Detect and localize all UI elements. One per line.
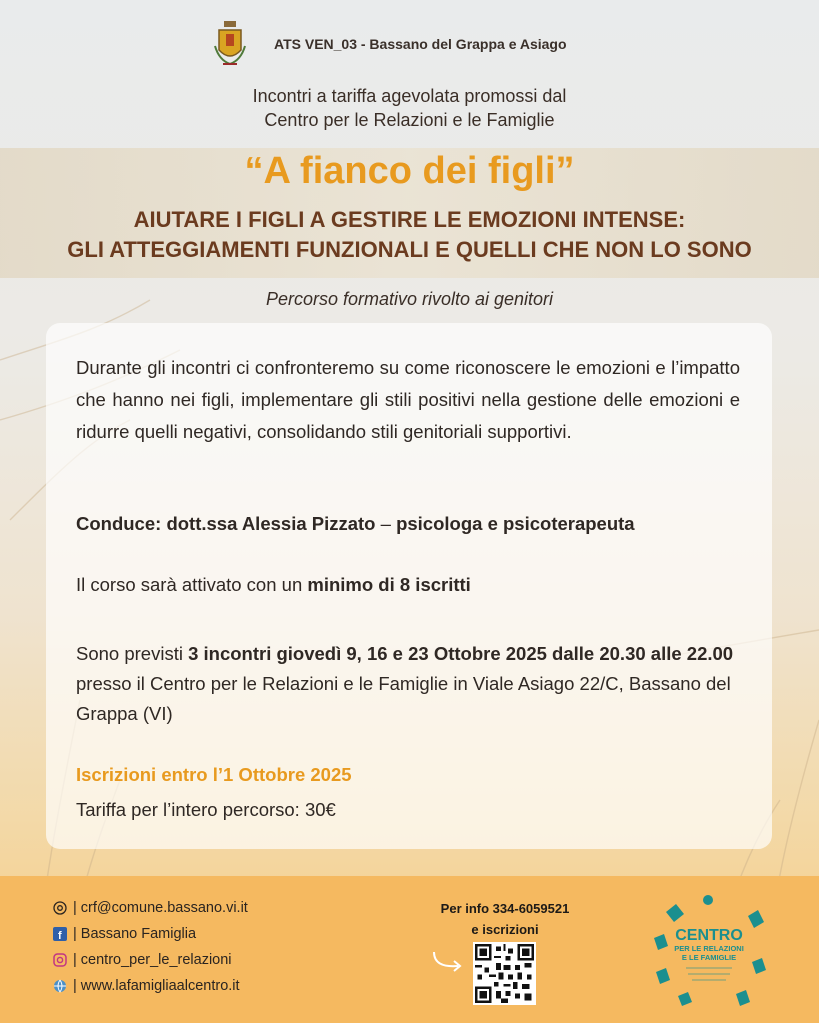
subtitle-line-1: AIUTARE I FIGLI A GESTIRE LE EMOZIONI INTENSE:: [133, 207, 686, 232]
contact-instagram[interactable]: | centro_per_le_relazioni: [52, 952, 232, 968]
header: [0, 20, 819, 72]
price: Tariffa per l’intero percorso: 30€: [76, 799, 336, 820]
svg-text:f: f: [58, 930, 62, 941]
minimum-participants: [76, 574, 471, 596]
municipal-crest-icon: [213, 20, 247, 68]
page-subtitle: [0, 205, 819, 265]
contact-website-text: www.lafamigliaalcentro.it: [80, 978, 240, 994]
logo-line-2: PER LE RELAZIONI: [674, 944, 744, 953]
globe-icon: [52, 978, 68, 994]
intro-line-2: Centro per le Relazioni e le Famiglie: [264, 110, 555, 130]
minimum-prefix: Il corso sarà attivato con un: [76, 574, 308, 595]
intro-text: [0, 84, 819, 132]
qr-code-icon[interactable]: [473, 942, 536, 1005]
schedule-text: [76, 639, 746, 729]
centro-relazioni-famiglie-logo: [648, 892, 770, 1012]
contact-instagram-text: centro_per_le_relazioni: [80, 952, 232, 968]
conductor-line: [76, 513, 635, 535]
schedule-dates: 3 incontri giovedì 9, 16 e 23 Ottobre 2025 dalle 20.30 alle 22.00: [188, 643, 734, 664]
logo-line-1: CENTRO: [675, 927, 743, 944]
subtitle-line-2: GLI ATTEGGIAMENTI FUNZIONALI E QUELLI CHE NON LO SONO: [67, 237, 752, 262]
schedule-location: presso il Centro per le Relazioni e le Famiglie in Viale Asiago 22/C, Bassano del Grappa (VI): [76, 673, 731, 724]
tagline: Percorso formativo rivolto ai genitori: [265, 289, 554, 309]
contact-email-text: crf@comune.bassano.vi.it: [80, 900, 248, 916]
logo-line-3: E LE FAMIGLIE: [681, 953, 737, 962]
contact-email[interactable]: | crf@comune.bassano.vi.it: [52, 900, 248, 916]
contact-facebook[interactable]: f | Bassano Famiglia: [52, 926, 196, 942]
contact-website[interactable]: | www.lafamigliaalcentro.it: [52, 978, 240, 994]
instagram-icon: [52, 952, 68, 968]
schedule-prefix: Sono previsti: [76, 643, 189, 664]
organization-label: ATS VEN_03 - Bassano del Grappa e Asiago: [274, 36, 567, 52]
info-registration: e iscrizioni: [471, 922, 539, 937]
facebook-icon: [52, 926, 68, 942]
registration-deadline: Iscrizioni entro l’1 Ottobre 2025: [76, 764, 352, 785]
intro-line-1: Incontri a tariffa agevolata promossi dal: [252, 86, 567, 106]
info-phone: Per info 334-6059521: [440, 901, 570, 916]
conductor-role: psicologa e psicoterapeuta: [396, 513, 635, 534]
info-label: [405, 898, 605, 940]
conductor-name: Conduce: dott.ssa Alessia Pizzato: [76, 513, 376, 534]
contact-facebook-text: Bassano Famiglia: [80, 926, 197, 942]
curved-arrow-icon: [430, 948, 466, 974]
page-title: “A fianco dei figli”: [244, 150, 575, 192]
course-description: Durante gli incontri ci confronteremo su come riconoscere le emozioni e l’impatto che hanno nei figli, implementare gli stili positivi nella gestione delle emozioni e ridurre quelli negativi, consolidando stili genitoriali supportivi.: [76, 357, 740, 442]
conductor-dash: –: [375, 513, 397, 534]
minimum-value: minimo di 8 iscritti: [307, 574, 471, 595]
at-sign-icon: [52, 900, 68, 916]
